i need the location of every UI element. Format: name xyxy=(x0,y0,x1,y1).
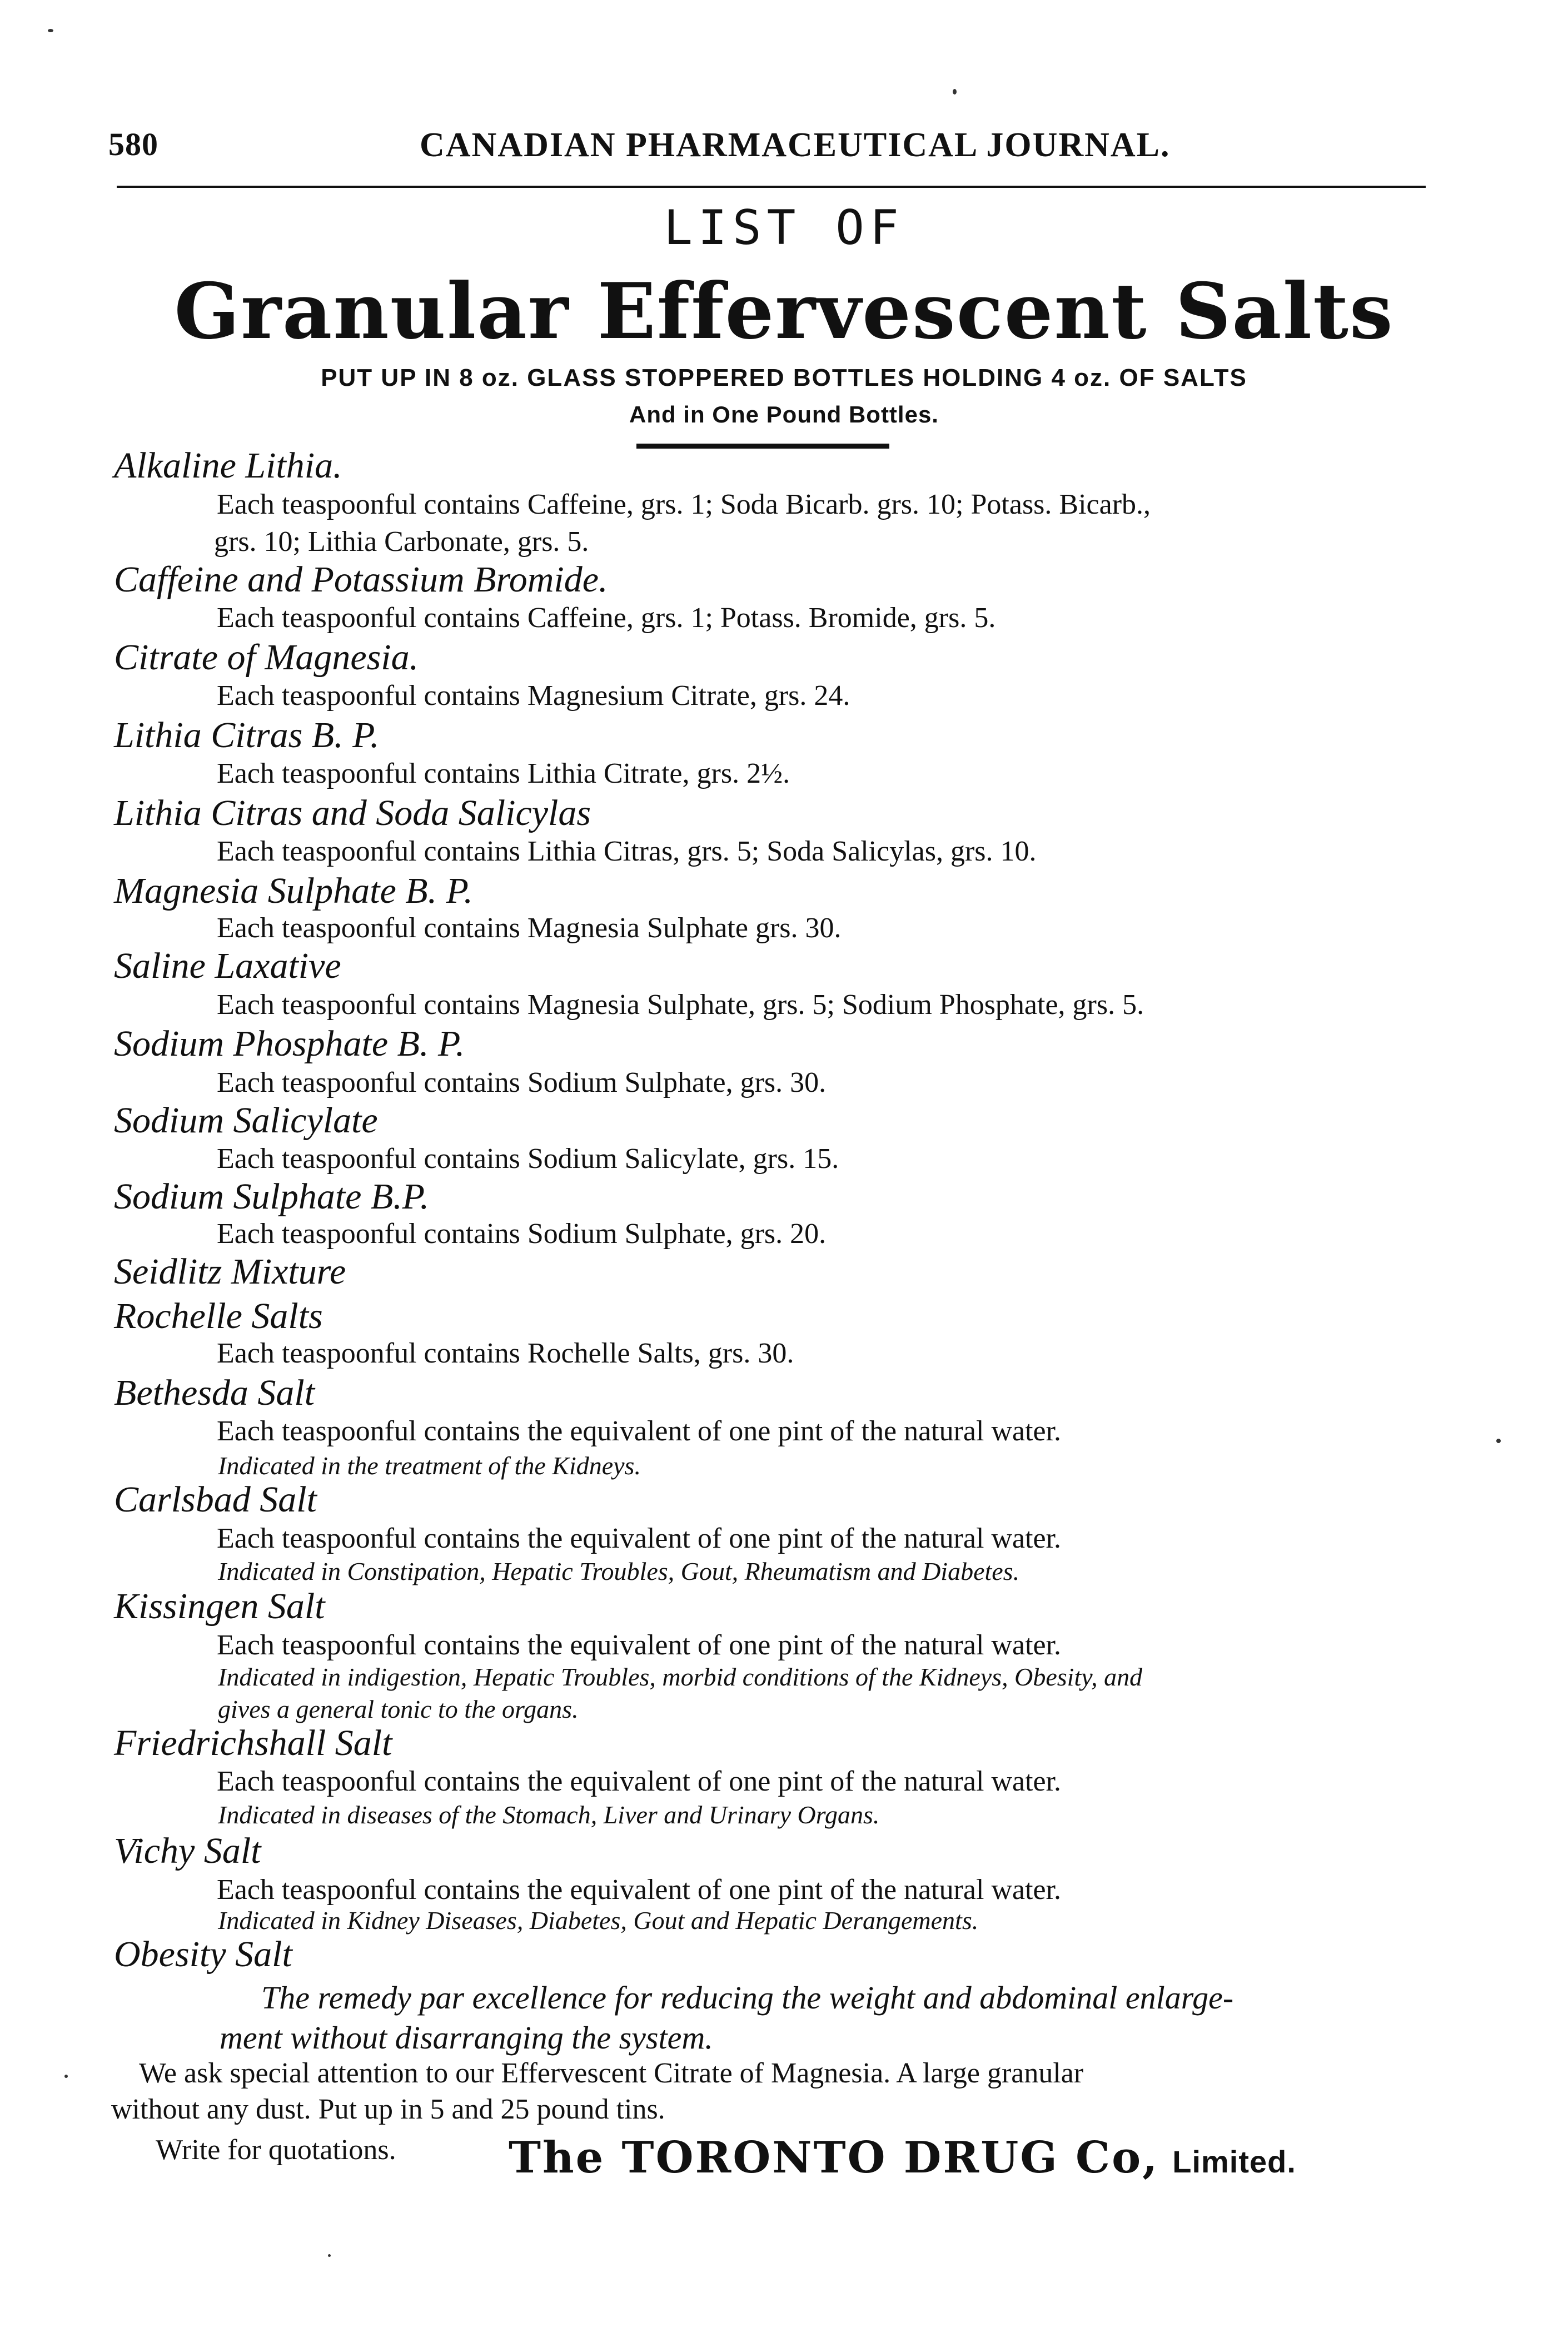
entry-composition: Each teaspoonful contains Magnesia Sulphate, grs. 5; Sodium Phosphate, grs. 5. xyxy=(217,989,1144,1021)
entry-composition: Each teaspoonful contains Rochelle Salts, grs. 30. xyxy=(217,1337,794,1369)
entry-name: Friedrichshall Salt xyxy=(114,1723,392,1763)
entry-composition: Each teaspoonful contains Sodium Sulphate, grs. 30. xyxy=(217,1067,827,1098)
entry-name: Alkaline Lithia. xyxy=(114,445,342,486)
journal-title: CANADIAN PHARMACEUTICAL JOURNAL. xyxy=(420,126,1171,164)
entry-name: Sodium Phosphate B. P. xyxy=(114,1023,465,1064)
entry-composition: Each teaspoonful contains Lithia Citras, grs. 5; Soda Salicylas, grs. 10. xyxy=(217,836,1037,867)
scan-speck xyxy=(953,89,957,95)
entry-composition: Each teaspoonful contains Caffeine, grs. 1; Potass. Bromide, grs. 5. xyxy=(217,602,996,634)
entry-composition: Each teaspoonful contains the equivalent of one pint of the natural water. xyxy=(217,1766,1062,1797)
entry-composition: Each teaspoonful contains Magnesium Citrate, grs. 24. xyxy=(217,680,850,712)
entry-description: ment without disarranging the system. xyxy=(220,2020,713,2056)
entry-composition: Each teaspoonful contains the equivalent of one pint of the natural water. xyxy=(217,1874,1062,1906)
entry-name: Lithia Citras and Soda Salicylas xyxy=(114,793,591,833)
entry-composition: Each teaspoonful contains Caffeine, grs. 1; Soda Bicarb. grs. 10; Potass. Bicarb., xyxy=(217,489,1151,520)
entry-name: Carlsbad Salt xyxy=(114,1479,317,1520)
entry-name: Caffeine and Potassium Bromide. xyxy=(114,559,608,600)
scan-speck xyxy=(1496,1439,1501,1443)
entry-composition: Each teaspoonful contains the equivalent of one pint of the natural water. xyxy=(217,1415,1062,1447)
scan-speck xyxy=(64,2075,68,2078)
entry-indication: Indicated in Kidney Diseases, Diabetes, Gout and Hepatic Derangements. xyxy=(218,1906,979,1935)
entry-name: Sodium Salicylate xyxy=(114,1100,378,1141)
company-limited: Limited. xyxy=(1172,2144,1296,2179)
list-of-heading: LIST OF xyxy=(664,200,904,256)
main-title: Granular Effervescent Salts xyxy=(174,266,1394,356)
closing-text: without any dust. Put up in 5 and 25 pound tins. xyxy=(111,2094,665,2125)
scan-speck xyxy=(48,29,53,32)
entry-indication: Indicated in diseases of the Stomach, Liver and Urinary Organs. xyxy=(218,1801,880,1829)
entry-name: Lithia Citras B. P. xyxy=(114,715,380,755)
entry-name: Magnesia Sulphate B. P. xyxy=(114,871,473,911)
entry-indication: Indicated in Constipation, Hepatic Troubles, Gout, Rheumatism and Diabetes. xyxy=(218,1557,1020,1585)
company-signature xyxy=(509,2132,1296,2183)
entry-description: The remedy par excellence for reducing the weight and abdominal enlarge- xyxy=(261,1980,1234,2016)
entry-indication: gives a general tonic to the organs. xyxy=(218,1695,579,1723)
entry-name: Vichy Salt xyxy=(114,1831,261,1871)
page-number: 580 xyxy=(108,126,158,162)
entry-composition: Each teaspoonful contains Lithia Citrate, grs. 2½. xyxy=(217,758,790,789)
entry-name: Sodium Sulphate B.P. xyxy=(114,1176,430,1217)
entry-name: Obesity Salt xyxy=(114,1934,292,1975)
subtitle-secondary: And in One Pound Bottles. xyxy=(629,401,939,427)
entry-name: Saline Laxative xyxy=(114,946,341,986)
entry-composition: Each teaspoonful contains Magnesia Sulphate grs. 30. xyxy=(217,912,842,944)
entry-composition: Each teaspoonful contains Sodium Salicylate, grs. 15. xyxy=(217,1143,839,1175)
entry-composition: Each teaspoonful contains the equivalent of one pint of the natural water. xyxy=(217,1523,1062,1554)
scan-speck xyxy=(328,2254,331,2257)
entry-name: Citrate of Magnesia. xyxy=(114,637,419,678)
subtitle: PUT UP IN 8 oz. GLASS STOPPERED BOTTLES HOLDING 4 oz. OF SALTS xyxy=(321,364,1247,391)
entry-composition: grs. 10; Lithia Carbonate, grs. 5. xyxy=(214,526,589,558)
entry-name: Bethesda Salt xyxy=(114,1373,315,1413)
company-name: The TORONTO DRUG Co, xyxy=(509,2132,1159,2183)
closing-text: We ask special attention to our Effervescent Citrate of Magnesia. A large granular xyxy=(139,2057,1084,2089)
entry-name: Seidlitz Mixture xyxy=(114,1251,346,1292)
entry-indication: Indicated in indigestion, Hepatic Troubles, morbid conditions of the Kidneys, Obesity, and xyxy=(218,1663,1143,1691)
entry-indication: Indicated in the treatment of the Kidneys. xyxy=(218,1451,641,1480)
entry-composition: Each teaspoonful contains the equivalent of one pint of the natural water. xyxy=(217,1629,1062,1661)
entry-name: Rochelle Salts xyxy=(114,1296,323,1336)
entry-composition: Each teaspoonful contains Sodium Sulphate, grs. 20. xyxy=(217,1218,827,1250)
closing-quote-request: Write for quotations. xyxy=(156,2134,396,2166)
entry-name: Kissingen Salt xyxy=(114,1586,325,1627)
